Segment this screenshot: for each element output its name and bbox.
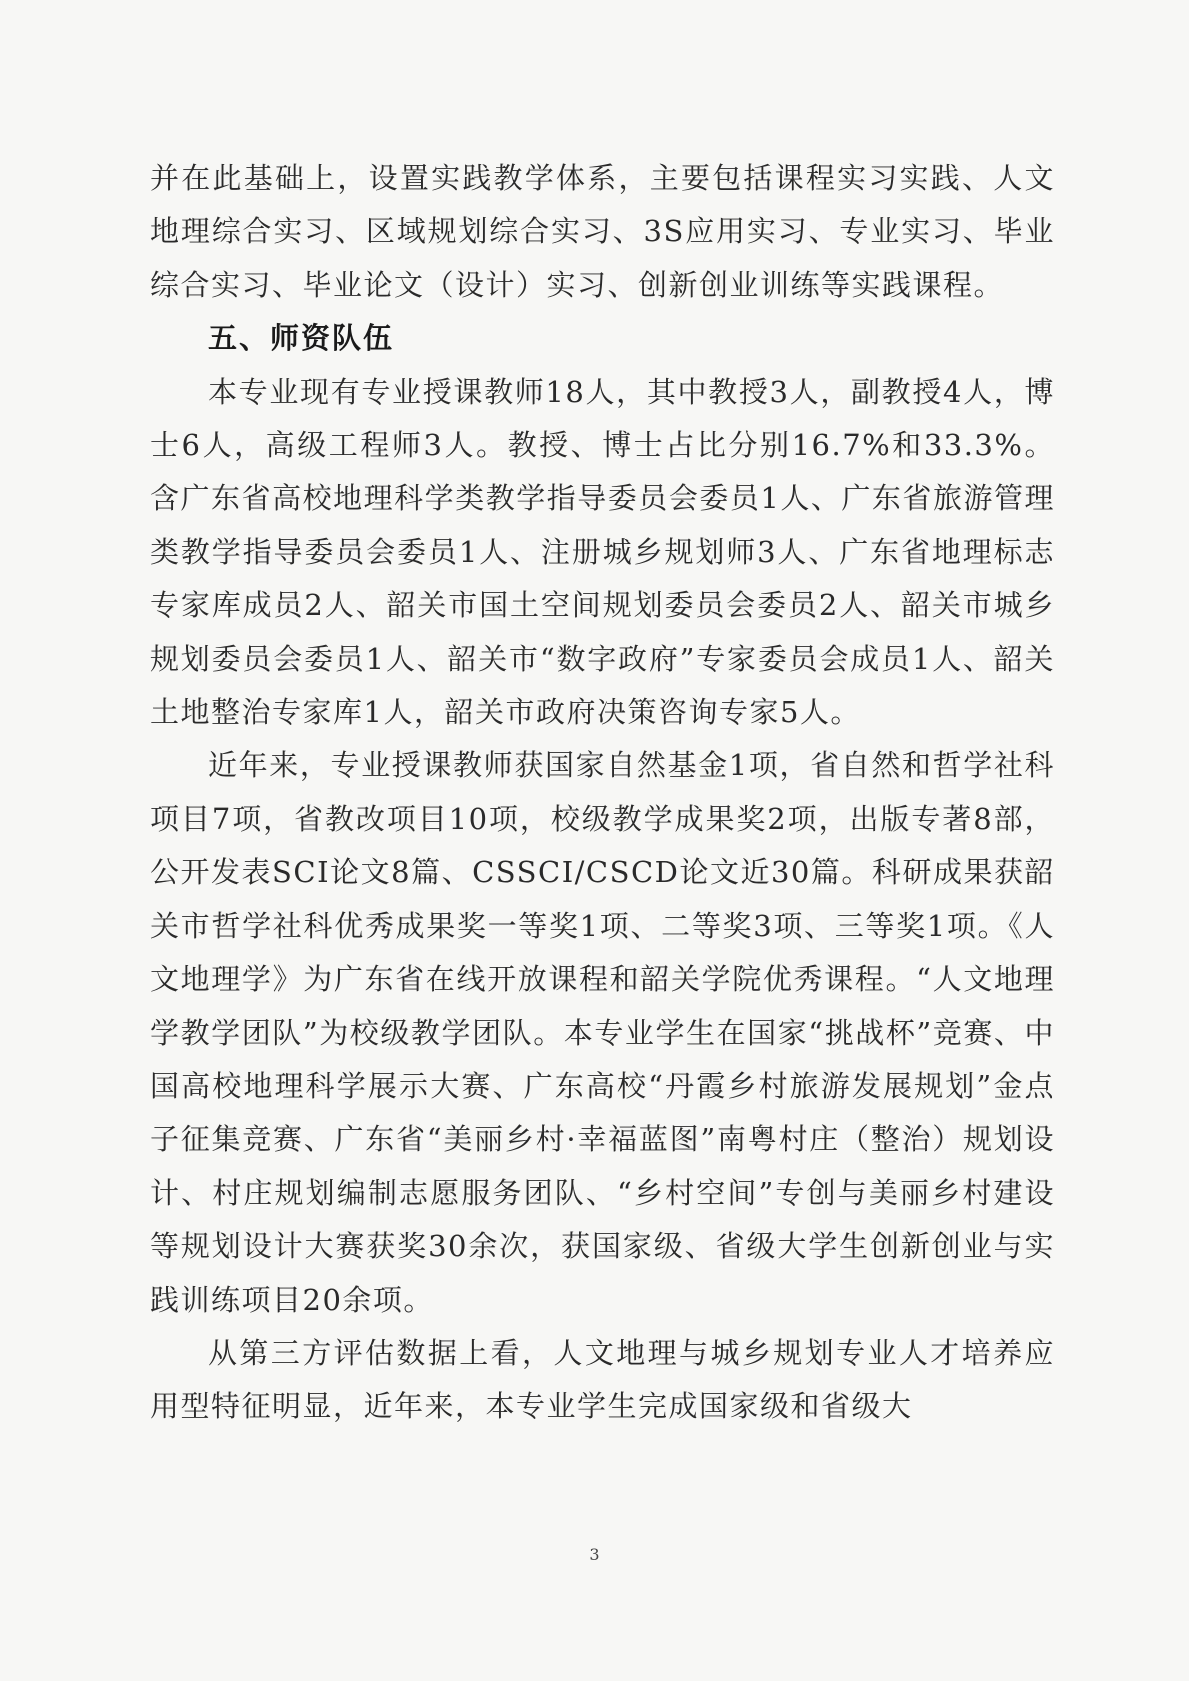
paragraph-faculty-overview: 本专业现有专业授课教师18人，其中教授3人，副教授4人，博士6人，高级工程师3人。教授、博士占比分别16.7%和33.3%。含广东省高校地理科学类教学指导委员会委员1人、广东省旅游管理类教学指导委员会委员1人、注册城乡规划师3人、广东省地理标志专家库成员2人、韶关市国土空间规划委员会委员2人、韶关市城乡规划委员会委员1人、韶关市“数字政府”专家委员会成员1人、韶关土地整治专家库1人，韶关市政府决策咨询专家5人。 (150, 374, 1055, 730)
paragraph-achievements: 近年来，专业授课教师获国家自然基金1项，省自然和哲学社科项目7项，省教改项目10项，校级教学成果奖2项，出版专著8部，公开发表SCI论文8篇、CSSCI/CSCD论文近30篇。科研成果获韶关市哲学社科优秀成果奖一等奖1项、二等奖3项、三等奖1项。《人文地理学》为广东省在线开放课程和韶关学院优秀课程。“人文地理学教学团队”为校级教学团队。本专业学生在国家“挑战杯”竞赛、中国高校地理科学展示大赛、广东高校“丹霞乡村旅游发展规划”金点子征集竞赛、广东省“美丽乡村·幸福蓝图”南粤村庄（整治）规划设计、村庄规划编制志愿服务团队、“乡村空间”专创与美丽乡村建设等规划设计大赛获奖30余次，获国家级、省级大学生创新创业与实践训练项目20余项。 (150, 748, 1055, 1317)
paragraph-third-party-evaluation: 从第三方评估数据上看，人文地理与城乡规划专业人才培养应用型特征明显，近年来，本专业学生完成国家级和省级大 (150, 1335, 1055, 1424)
paragraph-practice-system: 并在此基础上，设置实践教学体系，主要包括课程实习实践、人文地理综合实习、区域规划综合实习、3S应用实习、专业实习、毕业综合实习、毕业论文（设计）实习、创新创业训练等实践课程。 (150, 161, 1055, 302)
section-heading-faculty: 五、师资队伍 (208, 321, 395, 356)
document-body (150, 152, 1055, 1434)
page-number: 3 (589, 1545, 600, 1564)
